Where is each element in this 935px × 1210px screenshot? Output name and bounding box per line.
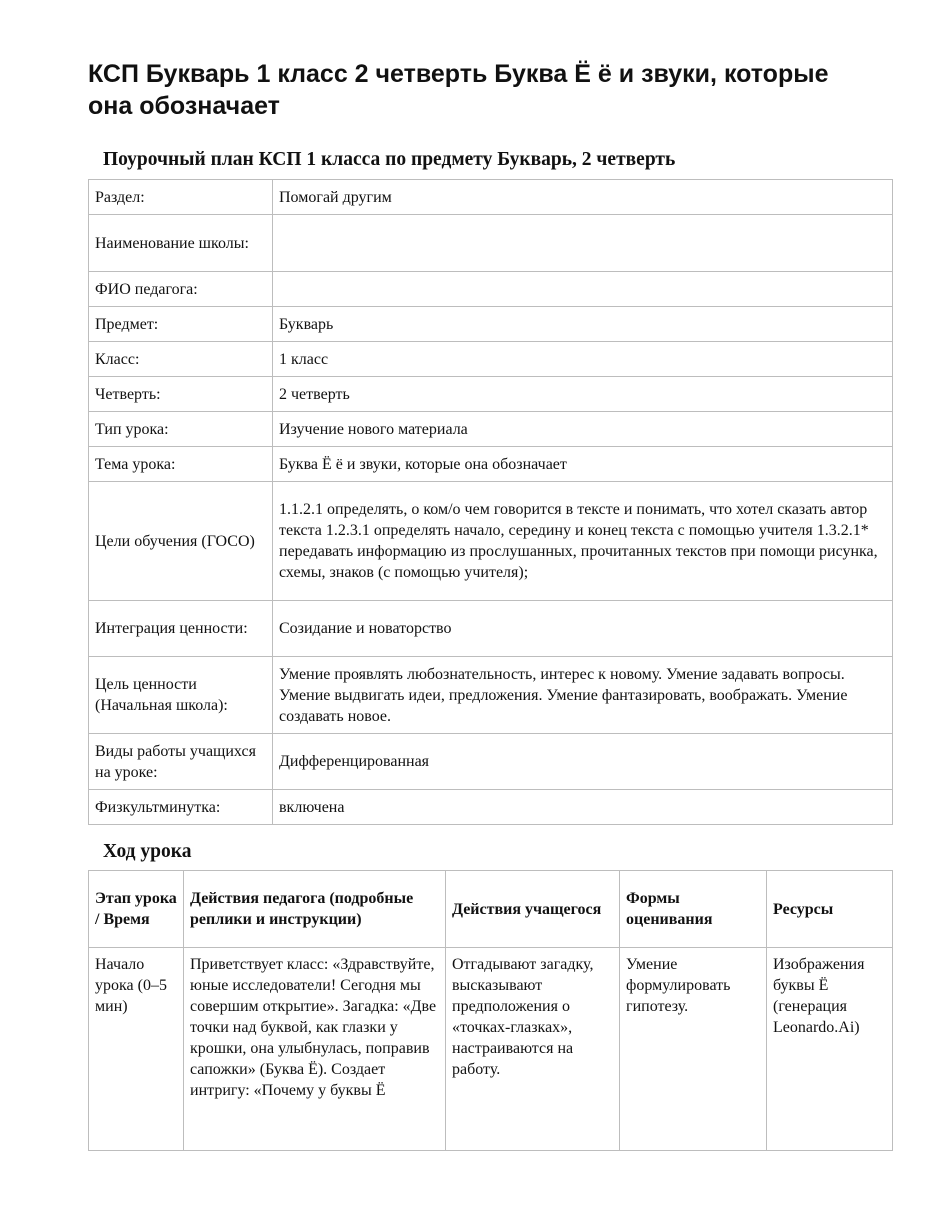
row-value: Дифференцированная [273, 734, 893, 790]
row-label: Наименование школы: [89, 215, 273, 272]
row-label: Цель ценности (Начальная школа): [89, 657, 273, 734]
lesson-info-table [88, 179, 893, 825]
row-label: Тип урока: [89, 412, 273, 447]
assessment-cell: Умение формулировать гипотезу. [620, 948, 767, 1151]
column-header-resources: Ресурсы [767, 871, 893, 948]
table-row [89, 412, 893, 447]
row-label: Физкультминутка: [89, 790, 273, 825]
row-value: Умение проявлять любознательность, интерес к новому. Умение задавать вопросы. Умение выдвигать идеи, предложения. Умение фантазировать, воображать. Умение создавать новое. [273, 657, 893, 734]
document-title: КСП Букварь 1 класс 2 четверть Буква Ё ё и звуки, которые она обозначает [88, 60, 829, 120]
row-value [273, 272, 893, 307]
table-row [89, 215, 893, 272]
lesson-flow-table [88, 870, 893, 1151]
row-value: включена [273, 790, 893, 825]
row-label: ФИО педагога: [89, 272, 273, 307]
row-label: Раздел: [89, 180, 273, 215]
student-actions-cell: Отгадывают загадку, высказывают предположения о «точках-глазках», настраиваются на работу. [446, 948, 620, 1151]
column-header-student-actions: Действия учащегося [446, 871, 620, 948]
column-header-stage: Этап урока / Время [89, 871, 184, 948]
table-row [89, 601, 893, 657]
row-value: Созидание и новаторство [273, 601, 893, 657]
column-header-teacher-actions: Действия педагога (подробные реплики и инструкции) [184, 871, 446, 948]
table-row [89, 447, 893, 482]
row-label: Класс: [89, 342, 273, 377]
row-value [273, 215, 893, 272]
table-row [89, 272, 893, 307]
table-row [89, 307, 893, 342]
table-row [89, 180, 893, 215]
row-label: Предмет: [89, 307, 273, 342]
table-row [89, 948, 893, 1151]
column-header-assessment: Формы оценивания [620, 871, 767, 948]
table-row [89, 482, 893, 601]
row-label: Четверть: [89, 377, 273, 412]
row-value: 2 четверть [273, 377, 893, 412]
row-value: Помогай другим [273, 180, 893, 215]
row-label: Цели обучения (ГОСО) [89, 482, 273, 601]
row-value: 1 класс [273, 342, 893, 377]
row-value: Изучение нового материала [273, 412, 893, 447]
row-value: Букварь [273, 307, 893, 342]
table-row [89, 657, 893, 734]
table-row [89, 734, 893, 790]
row-label: Интеграция ценности: [89, 601, 273, 657]
row-value: Буква Ё ё и звуки, которые она обозначает [273, 447, 893, 482]
row-label: Виды работы учащихся на уроке: [89, 734, 273, 790]
stage-cell: Начало урока (0–5 мин) [89, 948, 184, 1151]
row-label: Тема урока: [89, 447, 273, 482]
resources-cell: Изображения буквы Ё (генерация Leonardo.Ai) [767, 948, 893, 1151]
plan-heading: Поурочный план КСП 1 класса по предмету Букварь, 2 четверть [103, 149, 676, 170]
row-value: 1.1.2.1 определять, о ком/о чем говорится в тексте и понимать, что хотел сказать автор текста 1.2.3.1 определять начало, середину и конец текста с помощью учителя 1.3.2.1* передавать информацию из прослушанных, прочитанных текстов при помощи рисунка, схемы, знаков (с помощью учителя); [273, 482, 893, 601]
table-row [89, 377, 893, 412]
lesson-heading: Ход урока [103, 841, 192, 862]
table-row [89, 342, 893, 377]
table-header-row [89, 871, 893, 948]
teacher-actions-cell: Приветствует класс: «Здравствуйте, юные исследователи! Сегодня мы совершим открытие». Загадка: «Две точки над буквой, как глазки у крошки, она улыбнулась, поправив сапожки» (Буква Ё). Создает интригу: «Почему у буквы Ё [184, 948, 446, 1151]
table-row [89, 790, 893, 825]
